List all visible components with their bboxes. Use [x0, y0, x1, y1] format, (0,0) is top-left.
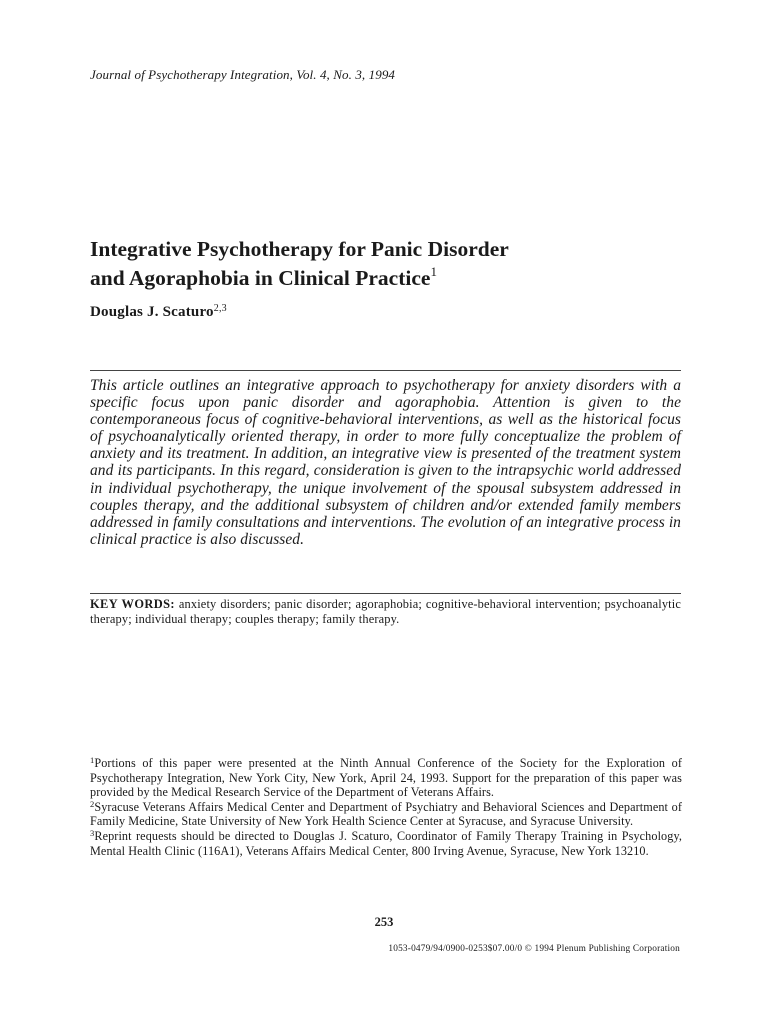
footnotes: [90, 756, 682, 858]
abstract: This article outlines an integrative approach to psychotherapy for anxiety disorders with a specific focus upon panic disorder and agoraphobia. Attention is given to the contemporaneous focus of cognitive-behavioral interventions, as well as the historical focus of psychoanalytically oriented therapy, in order to more fully conceptualize the problem of anxiety and its treatment. In addition, an integrative view is presented of the treatment system and its participants. In this regard, consideration is given to the intrapsychic world addressed in individual psychotherapy, the unique involvement of the spousal subsystem addressed in couples therapy, and the additional subsystem of children and/or extended family members addressed in family consultations and interventions. The evolution of an integrative process in clinical practice is also discussed.: [90, 377, 681, 548]
abstract-top-rule: [90, 370, 681, 371]
footnote-mark: 1: [90, 755, 95, 765]
journal-citation: Journal of Psychotherapy Integration, Vol. 4, No. 3, 1994: [90, 67, 396, 82]
footnote-1: [90, 756, 682, 800]
article-title: [90, 235, 690, 293]
footnote-text: Syracuse Veterans Affairs Medical Center and Department of Psychiatry and Behavioral Sciences and Department of Family Medicine, State University of New York Health Science Center at Syracuse, and Syracuse University.: [90, 799, 682, 829]
footnote-3: [90, 829, 682, 858]
abstract-bottom-rule: [90, 593, 681, 594]
title-line-2: and Agoraphobia in Clinical Practice: [90, 266, 431, 290]
footnote-text: Portions of this paper were presented at the Ninth Annual Conference of the Society for the Exploration of Psychotherapy Integration, New York City, New York, April 24, 1993. Support for the preparation of this paper was provided by the Medical Research Service of the Department of Veterans Affairs.: [90, 756, 682, 800]
footnote-mark: 3: [90, 827, 95, 838]
footnote-2: [90, 800, 682, 829]
author-byline: [90, 304, 227, 321]
title-footnote-mark: 1: [430, 264, 437, 279]
author-name: Douglas J. Scaturo: [90, 304, 214, 320]
key-words-text: anxiety disorders; panic disorder; agoraphobia; cognitive-behavioral intervention; psychoanalytic therapy; individual therapy; couples therapy; family therapy.: [90, 597, 681, 626]
copyright-line: 1053-0479/94/0900-0253$07.00/0 © 1994 Plenum Publishing Corporation: [388, 944, 680, 954]
title-line-1: Integrative Psychotherapy for Panic Disorder: [90, 237, 509, 261]
author-footnote-marks: 2,3: [213, 303, 227, 314]
footnote-text: Reprint requests should be directed to Douglas J. Scaturo, Coordinator of Family Therapy Training in Psychology, Mental Health Clinic (116A1), Veterans Affairs Medical Center, 800 Irving Avenue, Syracuse, New York 13210.: [90, 828, 682, 858]
page-number: 253: [374, 915, 394, 929]
key-words: [90, 597, 681, 627]
footnote-mark: 2: [90, 798, 95, 809]
key-words-label: KEY WORDS:: [90, 597, 175, 611]
